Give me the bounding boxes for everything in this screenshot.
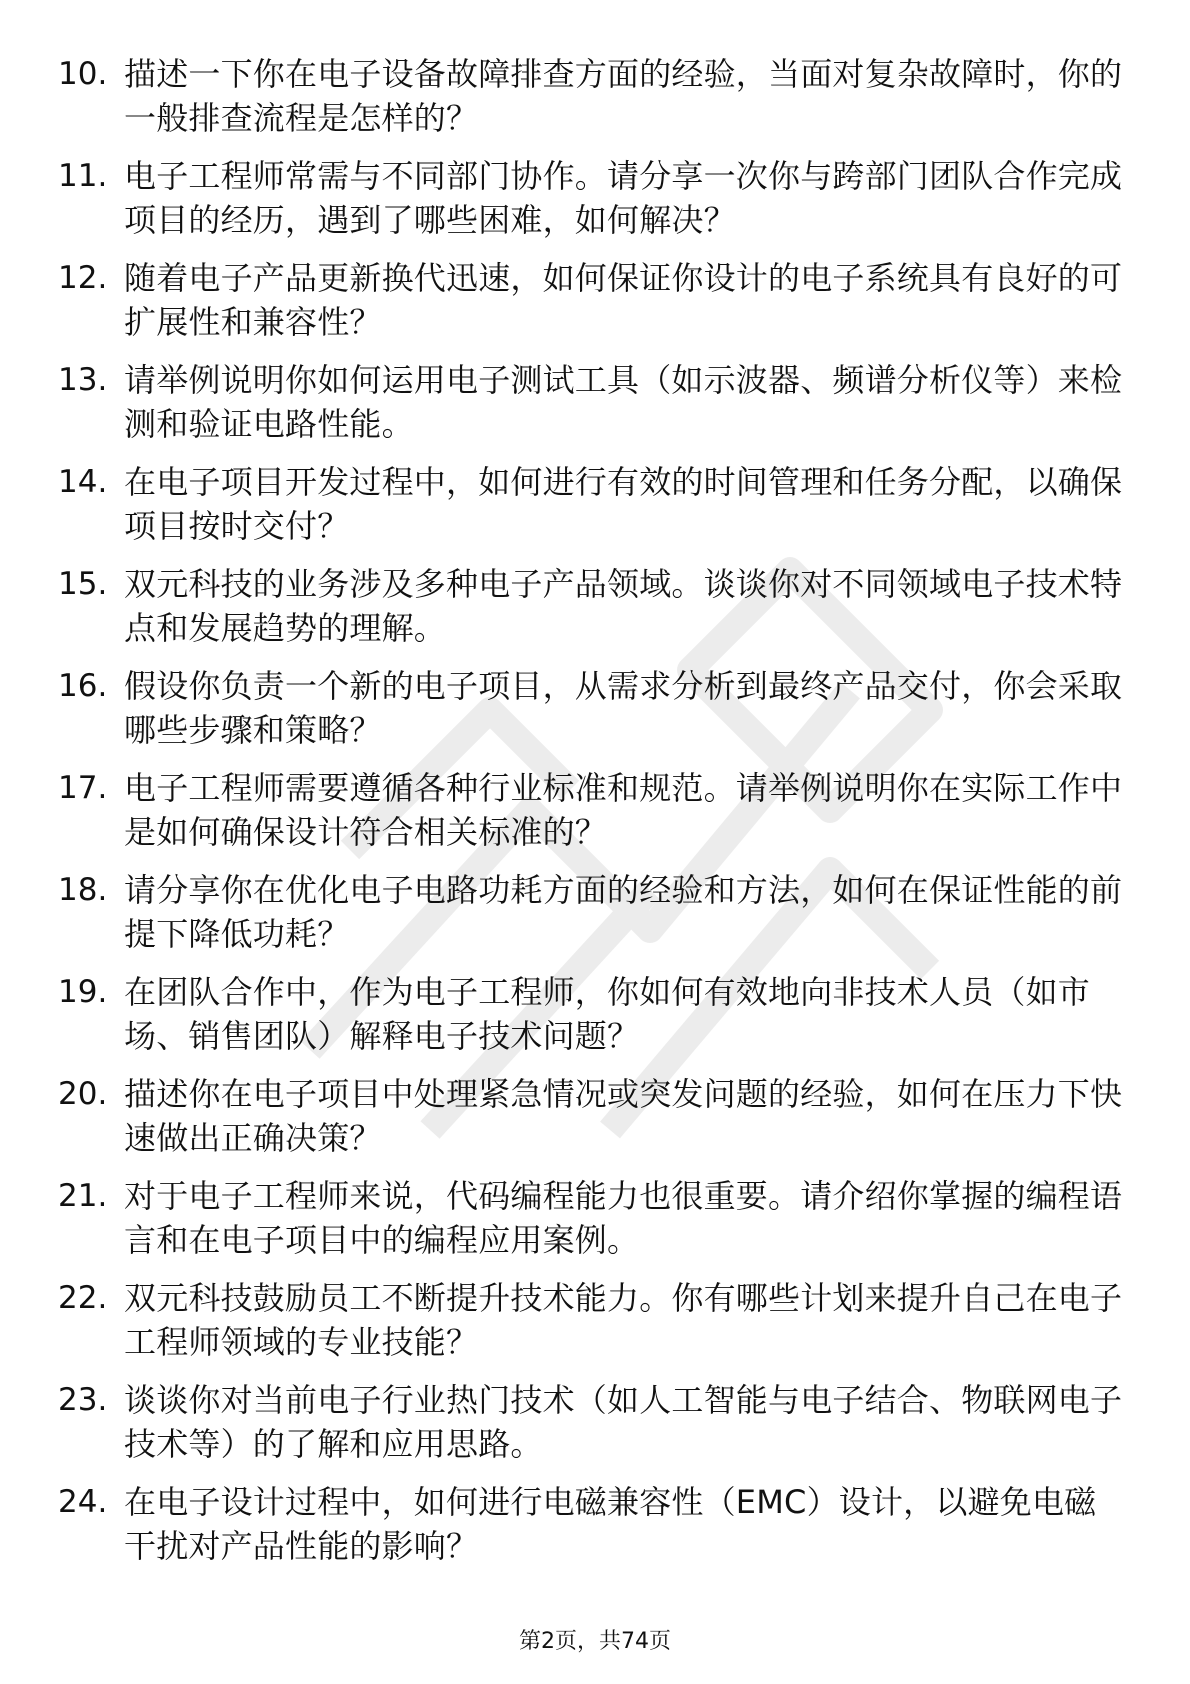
question-text: 在团队合作中，作为电子工程师，你如何有效地向非技术人员（如市场、销售团队）解释电子技术问题？: [124, 973, 1091, 1055]
question-text: 对于电子工程师来说，代码编程能力也很重要。请介绍你掌握的编程语言和在电子项目中的编程应用案例。: [124, 1177, 1123, 1259]
question-item: [58, 460, 1138, 562]
question-item: [58, 154, 1138, 256]
question-text: 在电子设计过程中，如何进行电磁兼容性（EMC）设计，以避免电磁干扰对产品性能的影响？: [124, 1483, 1097, 1565]
question-item: [58, 970, 1138, 1072]
question-number: 14.: [58, 464, 108, 500]
question-item: [58, 664, 1138, 766]
question-number: 13.: [58, 362, 108, 398]
question-number: 12.: [58, 260, 108, 296]
question-item: [58, 1276, 1138, 1378]
question-number: 11.: [58, 158, 108, 194]
question-number: 18.: [58, 872, 108, 908]
question-item: [58, 256, 1138, 358]
question-item: [58, 1480, 1138, 1582]
question-list: [58, 52, 1138, 1582]
question-number: 23.: [58, 1382, 108, 1418]
question-text: 双元科技的业务涉及多种电子产品领域。谈谈你对不同领域电子技术特点和发展趋势的理解。: [124, 565, 1123, 647]
question-text: 在电子项目开发过程中，如何进行有效的时间管理和任务分配，以确保项目按时交付？: [124, 463, 1123, 545]
question-item: [58, 562, 1138, 664]
question-text: 描述你在电子项目中处理紧急情况或突发问题的经验，如何在压力下快速做出正确决策？: [124, 1075, 1123, 1157]
question-number: 15.: [58, 566, 108, 602]
question-text: 谈谈你对当前电子行业热门技术（如人工智能与电子结合、物联网电子技术等）的了解和应用思路。: [124, 1381, 1123, 1463]
question-number: 21.: [58, 1178, 108, 1214]
question-item: [58, 358, 1138, 460]
question-item: [58, 52, 1138, 154]
question-number: 24.: [58, 1484, 108, 1520]
question-number: 20.: [58, 1076, 108, 1112]
question-text: 随着电子产品更新换代迅速，如何保证你设计的电子系统具有良好的可扩展性和兼容性？: [124, 259, 1123, 341]
question-number: 10.: [58, 56, 108, 92]
question-item: [58, 766, 1138, 868]
question-text: 描述一下你在电子设备故障排查方面的经验，当面对复杂故障时，你的一般排查流程是怎样的？: [124, 55, 1123, 137]
question-text: 电子工程师常需与不同部门协作。请分享一次你与跨部门团队合作完成项目的经历，遇到了哪些困难，如何解决？: [124, 157, 1123, 239]
question-text: 假设你负责一个新的电子项目，从需求分析到最终产品交付，你会采取哪些步骤和策略？: [124, 667, 1123, 749]
question-text: 电子工程师需要遵循各种行业标准和规范。请举例说明你在实际工作中是如何确保设计符合相关标准的？: [124, 769, 1123, 851]
question-item: [58, 868, 1138, 970]
question-text: 请举例说明你如何运用电子测试工具（如示波器、频谱分析仪等）来检测和验证电路性能。: [124, 361, 1123, 443]
question-text: 请分享你在优化电子电路功耗方面的经验和方法，如何在保证性能的前提下降低功耗？: [124, 871, 1123, 953]
question-item: [58, 1072, 1138, 1174]
question-text: 双元科技鼓励员工不断提升技术能力。你有哪些计划来提升自己在电子工程师领域的专业技能？: [124, 1279, 1123, 1361]
question-number: 22.: [58, 1280, 108, 1316]
question-number: 19.: [58, 974, 108, 1010]
question-item: [58, 1174, 1138, 1276]
question-number: 17.: [58, 770, 108, 806]
page-number-footer: 第2页，共74页: [519, 1629, 671, 1654]
question-number: 16.: [58, 668, 108, 704]
question-item: [58, 1378, 1138, 1480]
